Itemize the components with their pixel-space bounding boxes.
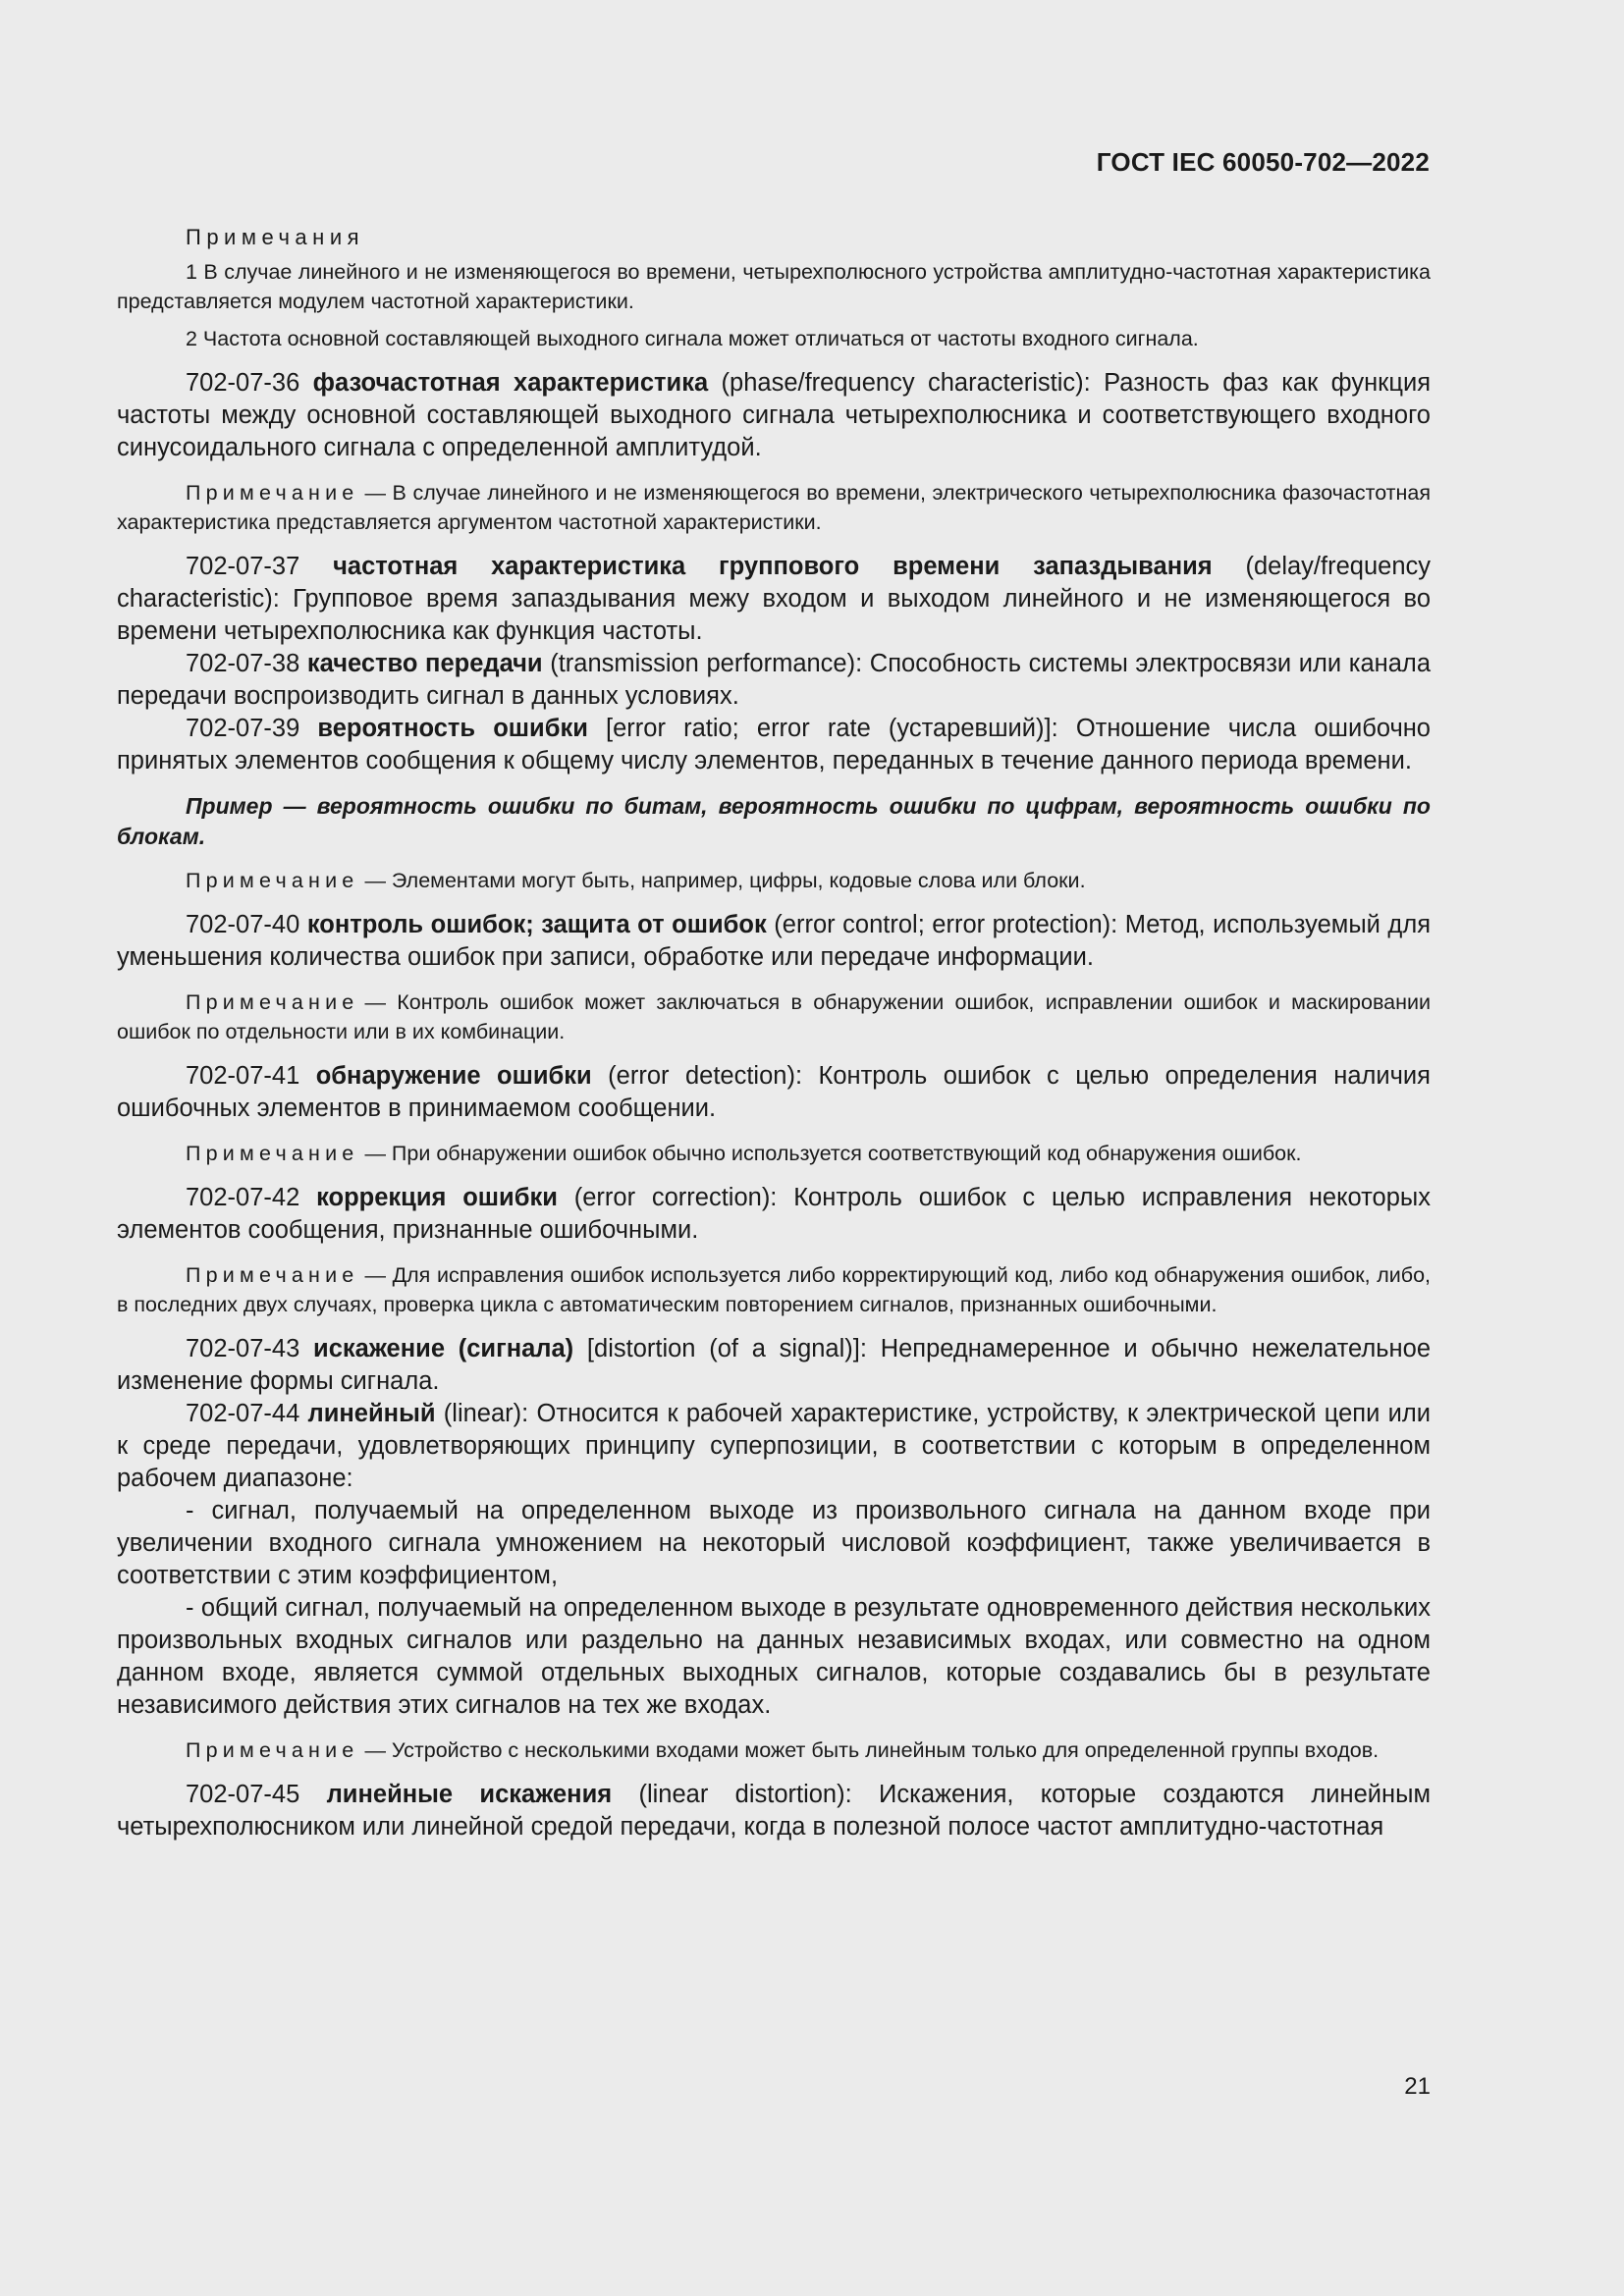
term-note: Примечание — В случае линейного и не изменяющегося во времени, электрического четырехполюсника фазочастотная характеристика представляется аргументом частотной характеристики. [117,481,1431,534]
page-body [117,224,1431,1843]
notes-heading: Примечания [186,225,365,249]
term-entry-702-07-37: 702-07-37 частотная характеристика группового времени запаздывания (delay/frequency characteristic): Групповое время запаздывания межу входом и выходом линейного и не изменяющегося во времени четырехполюсника как функция частоты. [117,553,1432,645]
term-note: Примечание — Элементами могут быть, например, цифры, кодовые слова или блоки. [186,869,1086,892]
term-name: искажение (сигнала) [313,1335,574,1362]
term-note: Примечание — Устройство с несколькими входами может быть линейным только для определенной группы входов. [186,1738,1380,1762]
term-entry-702-07-39: 702-07-39 вероятность ошибки [error ratio; error rate (устаревший)]: Отношение числа ошибочно принятых элементов сообщения к общему числу элементов, переданных в течение данного периода времени. [117,715,1431,774]
term-entry-702-07-41: 702-07-41 обнаружение ошибки (error detection): Контроль ошибок с целью определения наличия ошибочных элементов в принимаемом сообщении. [117,1062,1431,1122]
term-entry-702-07-45: 702-07-45 линейные искажения (linear distortion): Искажения, которые создаются линейным четырехполюсником или линейной средой передачи, когда в полезной полосе частот амплитудно-частотная [117,1781,1431,1841]
term-entry-702-07-44: 702-07-44 линейный (linear): Относится к рабочей характеристике, устройству, к электрической цепи или к среде передачи, удовлетворяющих принципу суперпозиции, в соответствии с которым в определенном рабочем диапазоне: [117,1400,1431,1492]
term-note: Примечание — Для исправления ошибок используется либо корректирующий код, либо код обнаружения ошибок, либо, в последних двух случаях, проверка цикла с автоматическим повторением сигналов, признанных ошибочными. [117,1263,1431,1316]
term-entry-702-07-38: 702-07-38 качество передачи (transmission performance): Способность системы электросвязи или канала передачи воспроизводить сигнал в данных условиях. [117,650,1431,710]
term-name: линейный [307,1400,436,1427]
term-name: качество передачи [306,650,543,677]
term-entry-702-07-40: 702-07-40 контроль ошибок; защита от ошибок (error control; error protection): Метод, используемый для уменьшения количества ошибок при записи, обработке или передаче информации. [117,911,1432,971]
term-entry-702-07-42: 702-07-42 коррекция ошибки (error correction): Контроль ошибок с целью исправления некоторых элементов сообщения, признанные ошибочными. [117,1184,1431,1244]
term-name: фазочастотная характеристика [312,369,709,397]
term-name: линейные искажения [326,1781,613,1808]
document-code: ГОСТ IEC 60050-702—2022 [1096,147,1430,177]
term-name: обнаружение ошибки [315,1062,592,1090]
term-name: контроль ошибок; защита от ошибок [306,911,767,938]
note-2: 2 Частота основной составляющей выходного сигнала может отличаться от частоты входного сигнала. [186,327,1199,350]
term-entry-702-07-36: 702-07-36 фазочастотная характеристика (phase/frequency characteristic): Разность фаз как функция частоты между основной составляющей выходного сигнала четырехполюсника и соответствующего входного синусоидального сигнала с определенной амплитудой. [117,369,1431,461]
list-item: - сигнал, получаемый на определенном выходе из произвольного сигнала на данном входе при увеличении входного сигнала умножением на некоторый числовой коэффициент, также увеличивается в соответствии с этим коэффициентом, [117,1497,1431,1589]
note-1: 1 В случае линейного и не изменяющегося во времени, четырехполюсного устройства амплитудно-частотная характеристика представляется модулем частотной характеристики. [117,260,1431,313]
list-item: - общий сигнал, получаемый на определенном выходе в результате одновременного действия нескольких произвольных входных сигналов или раздельно на данных независимых входах, или совместно на одном данном входе, является суммой отдельных выходных сигналов, которые создавались бы в результате независимого действия этих сигналов на тех же входах. [117,1594,1431,1719]
page-number: 21 [1404,2073,1431,2100]
term-name: частотная характеристика группового времени запаздывания [333,553,1213,580]
term-example: Пример — вероятность ошибки по битам, вероятность ошибки по цифрам, вероятность ошибки по блокам. [117,793,1431,849]
term-note: Примечание — Контроль ошибок может заключаться в обнаружении ошибок, исправлении ошибок и маскировании ошибок по отдельности или в их комбинации. [117,990,1431,1043]
term-name: коррекция ошибки [316,1184,558,1211]
term-note: Примечание — При обнаружении ошибок обычно используется соответствующий код обнаружения ошибок. [186,1142,1302,1165]
term-name: вероятность ошибки [317,715,588,742]
term-entry-702-07-43: 702-07-43 искажение (сигнала) [distortion (of a signal)]: Непреднамеренное и обычно нежелательное изменение формы сигнала. [117,1335,1431,1395]
